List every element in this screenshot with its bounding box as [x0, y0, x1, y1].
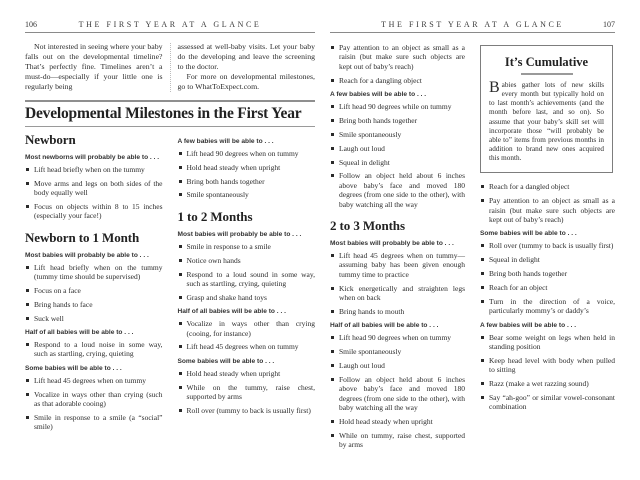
left-page: [25, 20, 315, 436]
intro-paragraph: assessed at well-baby visits. Let your baby do the developing and leave the screening to the doctor.: [177, 42, 315, 71]
milestone-item: Bring both hands together: [330, 116, 465, 125]
section-heading: Newborn to 1 Month: [25, 229, 140, 245]
milestone-item: Hold head steady when upright: [178, 163, 316, 172]
intro-paragraph: For more on developmental milestones, go to WhatToExpect.com.: [177, 71, 315, 91]
milestone-item: Pay attention to an object as small as a raisin (but make sure such objects are kept out of baby’s reach): [480, 196, 615, 224]
milestone-item: Respond to a loud noise in some way, such as startling, crying, quieting: [25, 340, 163, 359]
milestone-item: Move arms and legs on both sides of the body equally well: [25, 179, 163, 198]
section-heading: Newborn: [25, 131, 76, 147]
milestones-column-2: [178, 132, 316, 420]
milestone-item: Lift head briefly when on the tummy (tummy time should be supervised): [25, 263, 163, 282]
milestone-item: Vocalize in ways other than crying (such as that adorable cooing): [25, 390, 163, 409]
intro-column-1: [25, 42, 163, 92]
list-lead-in: Some babies will be able to . . .: [480, 230, 577, 238]
milestone-item: Pay attention to an object as small as a raisin (but make sure such objects are kept out of baby’s reach): [330, 43, 465, 71]
milestone-item: Bring hands to face: [25, 300, 163, 309]
milestone-item: Lift head briefly when on the tummy: [25, 165, 163, 174]
milestone-item: Hold head steady when upright: [178, 369, 316, 378]
running-head-title: THE FIRST YEAR AT A GLANCE: [381, 20, 564, 29]
milestone-item: Smile in response to a smile (a “social” smile): [25, 413, 163, 432]
page-number-left: 106: [25, 20, 37, 29]
heading-rule-top: [25, 100, 315, 102]
milestone-item: Reach for a dangling object: [330, 76, 465, 85]
milestone-item: Bring hands to mouth: [330, 307, 465, 316]
milestone-item: Notice own hands: [178, 256, 316, 265]
milestone-item: Hold head steady when upright: [330, 417, 465, 426]
list-lead-in: Most newborns will probably be able to . . .: [25, 153, 160, 161]
milestone-item: Laugh out loud: [330, 144, 465, 153]
milestone-item: Lift head 45 degrees when on tummy—assuming baby has been given enough tummy time to practice: [330, 251, 465, 279]
running-head-right: [330, 20, 615, 29]
head-rule: [330, 32, 615, 33]
list-lead-in: Most babies will probably be able to . . .: [330, 239, 454, 247]
milestone-item: While on the tummy, raise chest, supported by arms: [178, 383, 316, 402]
milestones-columns-left: [25, 132, 315, 436]
page-number-right: 107: [603, 20, 615, 29]
milestone-item: Focus on a face: [25, 286, 163, 295]
list-lead-in: Some babies will be able to . . .: [25, 364, 122, 372]
milestone-item: Smile in response to a smile: [178, 242, 316, 251]
milestone-item: Respond to a loud sound in some way, such as startling, crying, quieting: [178, 270, 316, 289]
milestone-item: Laugh out loud: [330, 361, 465, 370]
milestone-item: Follow an object held about 6 inches above baby’s face and moved 180 degrees (from one side to the other), with baby watching all the way: [330, 171, 465, 209]
list-lead-in: Some babies will be able to . . .: [177, 357, 275, 365]
milestone-item: Suck well: [25, 314, 163, 323]
milestone-item: Keep head level with body when pulled to sitting: [480, 356, 615, 375]
milestones-column-4-list: [480, 182, 615, 411]
section-heading: 1 to 2 Months: [177, 208, 253, 224]
list-lead-in: A few babies will be able to . . .: [480, 321, 577, 329]
milestone-item: Bring both hands together: [178, 177, 316, 186]
milestone-item: Lift head 90 degrees when on tummy: [330, 333, 465, 342]
milestone-item: Turn in the direction of a voice, particularly mommy’s or daddy’s: [480, 297, 615, 316]
intro-section: [25, 42, 315, 92]
milestone-item: Roll over (tummy to back is usually first): [480, 241, 615, 250]
milestone-item: Lift head 45 degrees when on tummy: [178, 342, 316, 351]
list-lead-in: A few babies will be able to . . .: [177, 137, 274, 145]
milestone-item: Bear some weight on legs when held in standing position: [480, 333, 615, 352]
milestone-item: Lift head 45 degrees when on tummy: [25, 376, 163, 385]
milestone-item: Vocalize in ways other than crying (cooing, for instance): [178, 319, 316, 338]
milestone-item: Follow an object held about 6 inches above baby’s face and moved 180 degrees (from one side to the other), with baby watching all the way: [330, 375, 465, 413]
milestone-item: Reach for an object: [480, 283, 615, 292]
milestones-title: Developmental Milestones in the First Year: [25, 104, 302, 122]
intro-paragraph: Not interested in seeing where your baby falls out on the developmental timeline? That’s perfectly fine. Timelines aren’t a must-do—especially if your little one is regularly being: [25, 42, 163, 91]
milestone-item: Kick energetically and straighten legs when on back: [330, 284, 465, 303]
milestone-item: Smile spontaneously: [330, 347, 465, 356]
heading-rule-bottom: [25, 126, 315, 127]
dropcap: B: [489, 79, 500, 96]
list-lead-in: Most babies will probably be able to . . .: [25, 251, 149, 259]
box-body-text: abies gather lots of new skills every month but typically hold on to last month’s achievements (and the month before last, and so on). So assume that your baby’s skill set will incorporate those “will probably be able to” items from previous months in addition to brand new ones acquired this month.: [489, 81, 604, 163]
running-head-title: THE FIRST YEAR AT A GLANCE: [78, 20, 262, 29]
intro-column-2: [178, 42, 316, 92]
milestone-item: Lift head 90 degrees while on tummy: [330, 102, 465, 111]
milestone-item: Focus on objects within 8 to 15 inches (especially your face!): [25, 202, 163, 221]
head-rule: [25, 32, 315, 33]
running-head-left: [25, 20, 315, 29]
box-title: It’s Cumulative: [504, 55, 589, 69]
milestone-item: Say “ah-goo” or similar vowel-consonant combination: [480, 393, 615, 412]
milestone-item: Smile spontaneously: [178, 190, 316, 199]
milestones-column-4: [480, 43, 615, 416]
list-lead-in: Half of all babies will be able to . . .: [25, 329, 134, 337]
list-lead-in: Half of all babies will be able to . . .: [177, 308, 286, 316]
box-body: [489, 81, 604, 163]
milestone-item: Squeal in delight: [480, 255, 615, 264]
milestones-columns-right: [330, 43, 615, 454]
its-cumulative-box: [480, 45, 613, 173]
milestone-item: While on tummy, raise chest, supported by arms: [330, 431, 465, 450]
box-title-rule: [521, 73, 573, 75]
right-page: [330, 20, 615, 454]
list-lead-in: A few babies will be able to . . .: [330, 91, 427, 98]
milestone-item: Grasp and shake hand toys: [178, 293, 316, 302]
milestones-column-1: [25, 132, 163, 436]
chapter-heading-block: [25, 100, 315, 127]
milestone-item: Squeal in delight: [330, 158, 465, 167]
milestone-item: Razz (make a wet razzing sound): [480, 379, 615, 388]
milestone-item: Lift head 90 degrees when on tummy: [178, 149, 316, 158]
column-divider: [170, 43, 171, 92]
list-lead-in: Half of all babies will be able to . . .: [330, 322, 439, 330]
milestone-item: Bring both hands together: [480, 269, 615, 278]
milestones-column-3: [330, 43, 465, 454]
milestone-item: Reach for a dangled object: [480, 182, 615, 191]
list-lead-in: Most babies will probably be able to . . .: [177, 230, 302, 238]
section-heading: 2 to 3 Months: [330, 217, 405, 233]
milestone-item: Smile spontaneously: [330, 130, 465, 139]
milestone-item: Roll over (tummy to back is usually first): [178, 406, 316, 415]
